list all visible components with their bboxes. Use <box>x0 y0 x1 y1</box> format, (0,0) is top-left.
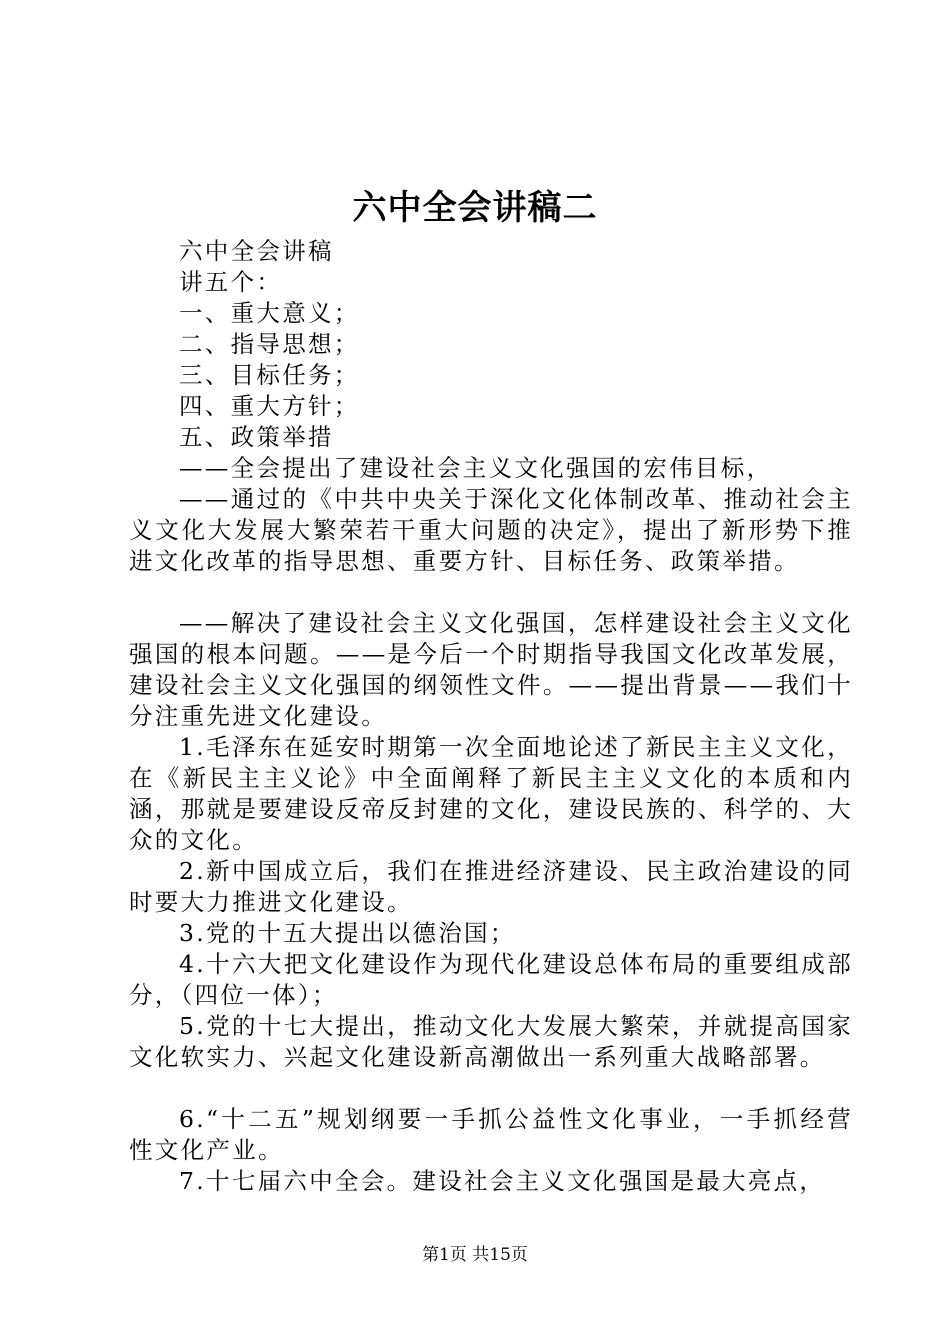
paragraph: 讲五个： <box>179 268 283 296</box>
paragraph: 六中全会讲稿 <box>179 237 334 265</box>
document-body <box>129 236 853 1197</box>
paragraph: 2.新中国成立后，我们在推进经济建设、民主政治建设的同时要大力推进文化建设。 <box>129 857 853 916</box>
paragraph: 5.党的十七大提出，推动文化大发展大繁荣，并就提高国家文化软实力、兴起文化建设新高潮做出一系列重大战略部署。 <box>129 1012 853 1071</box>
paragraph: 3.党的十五大提出以德治国； <box>179 919 516 947</box>
paragraph: 一、重大意义； <box>179 299 360 327</box>
paragraph: 7.十七届六中全会。建设社会主义文化强国是最大亮点， <box>179 1167 826 1195</box>
paragraph: 二、指导思想； <box>179 330 360 358</box>
paragraph: 4.十六大把文化建设作为现代化建设总体布局的重要组成部分，（四位一体）； <box>129 950 853 1009</box>
paragraph: 6.“十二五”规划纲要一手抓公益性文化事业，一手抓经营性文化产业。 <box>129 1105 853 1164</box>
paragraph-gap <box>129 1073 853 1104</box>
paragraph: 三、目标任务； <box>179 361 360 389</box>
paragraph: 四、重大方针； <box>179 392 360 420</box>
paragraph: 1.毛泽东在延安时期第一次全面地论述了新民主主义文化，在《新民主主义论》中全面阐释了新民主主义文化的本质和内涵，那就是要建设反帝反封建的文化，建设民族的、科学的、大众的文化。 <box>129 733 853 854</box>
paragraph-gap <box>129 577 853 608</box>
paragraph: ——通过的《中共中央关于深化文化体制改革、推动社会主义文化大发展大繁荣若干重大问题的决定》，提出了新形势下推进文化改革的指导思想、重要方针、目标任务、政策举措。 <box>129 485 853 575</box>
paragraph: ——解决了建设社会主义文化强国，怎样建设社会主义文化强国的根本问题。——是今后一个时期指导我国文化改革发展，建设社会主义文化强国的纲领性文件。——提出背景——我们十分注重先进文化建设。 <box>129 609 853 730</box>
document-title: 六中全会讲稿二 <box>352 188 598 228</box>
paragraph: ——全会提出了建设社会主义文化强国的宏伟目标， <box>179 454 773 482</box>
page-footer: 第1页 共15页 <box>422 1245 528 1265</box>
paragraph: 五、政策举措 <box>179 423 334 451</box>
